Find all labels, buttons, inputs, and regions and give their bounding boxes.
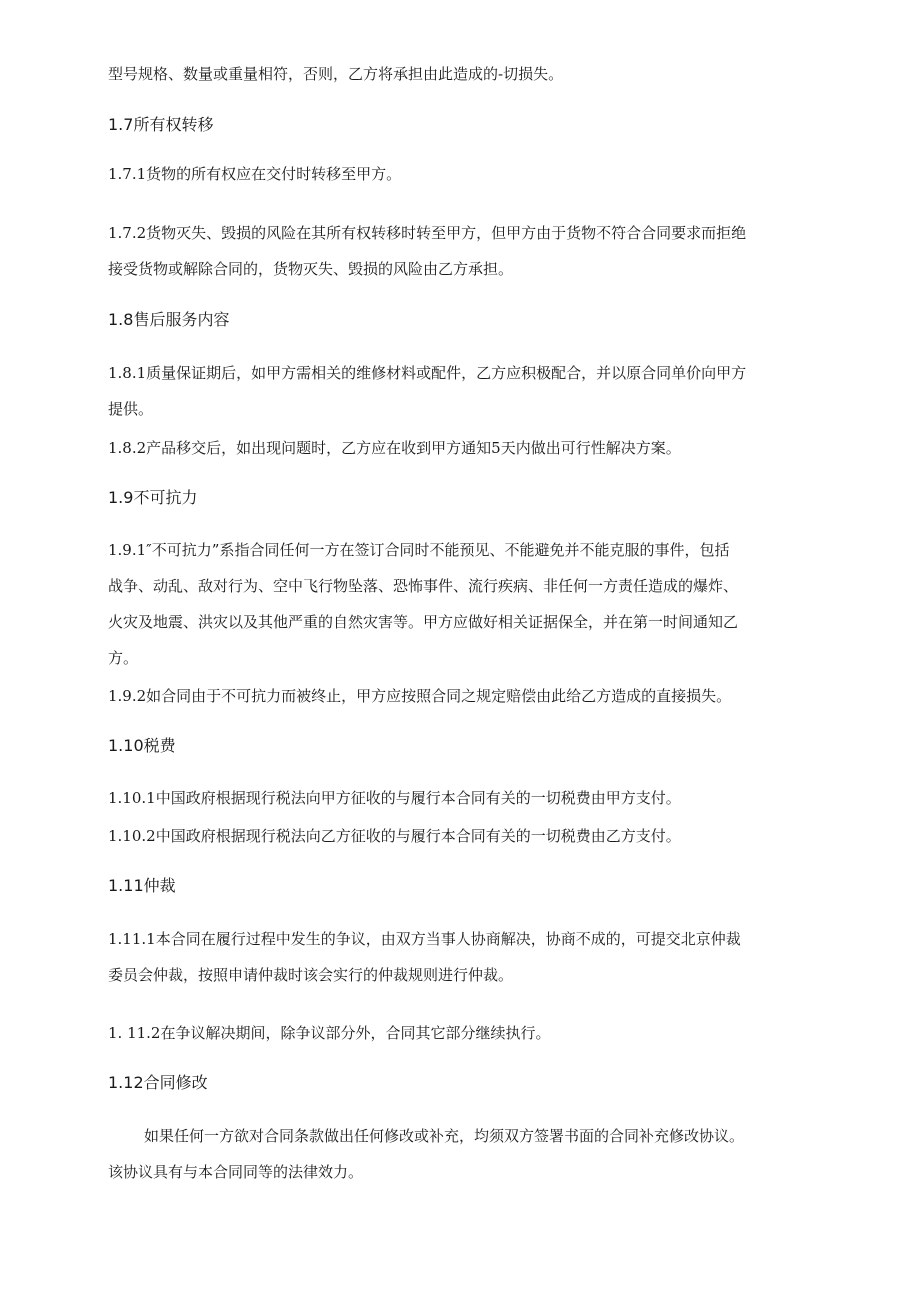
section-heading-1-9: 1.9不可抗力 <box>108 488 198 507</box>
clause-1-9-1-line-1: 1.9.1″不可抗力”系指合同任何一方在签订合同时不能预见、不能避免并不能克服的事件，包括 <box>108 541 730 559</box>
section-heading-1-8: 1.8售后服务内容 <box>108 310 230 329</box>
clause-1-9-1-line-4: 方。 <box>108 649 139 667</box>
clause-1-8-2: 1.8.2产品移交后，如出现问题时，乙方应在收到甲方通知5天内做出可行性解决方案。 <box>108 439 681 457</box>
clause-1-12-line-2: 该协议具有与本合同同等的法律效力。 <box>108 1163 364 1181</box>
section-heading-1-12: 1.12合同修改 <box>108 1073 208 1092</box>
clause-1-7-1: 1.7.1货物的所有权应在交付时转移至甲方。 <box>108 165 402 183</box>
section-heading-1-11: 1.11仲裁 <box>108 876 176 895</box>
clause-1-10-1: 1.10.1中国政府根据现行税法向甲方征收的与履行本合同有关的一切税费由甲方支付。 <box>108 789 681 807</box>
clause-1-8-1-line-2: 提供。 <box>108 400 154 418</box>
section-heading-1-10: 1.10税费 <box>108 736 176 755</box>
clause-1-7-2-line-2: 接受货物或解除合同的，货物灭失、毁损的风险由乙方承担。 <box>108 260 514 278</box>
clause-1-11-1-line-1: 1.11.1本合同在履行过程中发生的争议，由双方当事人协商解决，协商不成的，可提交北京仲裁 <box>108 930 741 948</box>
text-line: 型号规格、数量或重量相符，否则，乙方将承担由此造成的-切损失。 <box>108 65 564 83</box>
clause-1-11-2: 1. 11.2在争议解决期间，除争议部分外，合同其它部分继续执行。 <box>108 1024 551 1042</box>
clause-1-9-1-line-2: 战争、动乱、敌对行为、空中飞行物坠落、恐怖事件、流行疾病、非任何一方责任造成的爆炸、 <box>108 577 739 595</box>
clause-1-8-1-line-1: 1.8.1质量保证期后，如甲方需相关的维修材料或配件，乙方应积极配合，并以原合同单价向甲方 <box>108 364 747 382</box>
clause-1-9-2: 1.9.2如合同由于不可抗力而被终止，甲方应按照合同之规定赔偿由此给乙方造成的直接损失。 <box>108 687 732 705</box>
clause-1-9-1-line-3: 火灾及地震、洪灾以及其他严重的自然灾害等。甲方应做好相关证据保全，并在第一时间通知乙 <box>108 613 739 631</box>
section-heading-1-7: 1.7所有权转移 <box>108 115 214 134</box>
clause-1-11-1-line-2: 委员会仲裁，按照申请仲裁时该会实行的仲裁规则进行仲裁。 <box>108 966 514 984</box>
clause-1-12-line-1: 如果任何一方欲对合同条款做出任何修改或补充，均须双方签署书面的合同补充修改协议。 <box>144 1127 745 1145</box>
clause-1-7-2-line-1: 1.7.2货物灭失、毁损的风险在其所有权转移时转至甲方，但甲方由于货物不符合合同要求而拒绝 <box>108 224 747 242</box>
clause-1-10-2: 1.10.2中国政府根据现行税法向乙方征收的与履行本合同有关的一切税费由乙方支付。 <box>108 827 681 845</box>
